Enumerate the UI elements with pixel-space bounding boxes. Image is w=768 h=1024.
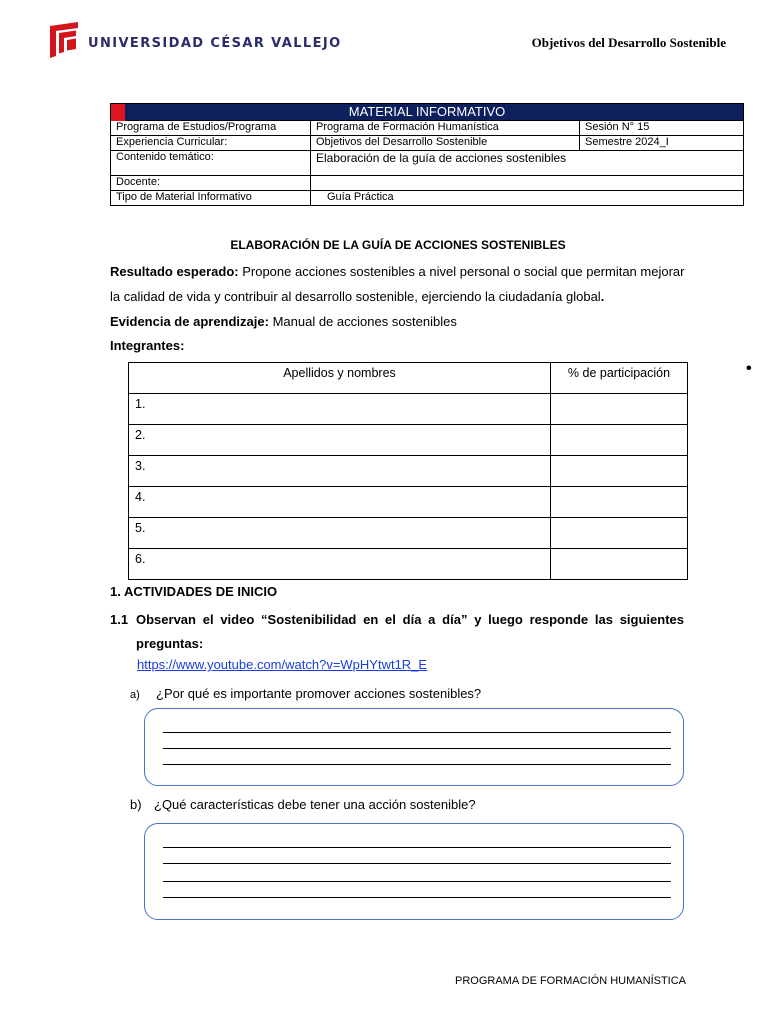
info-value: Objetivos del Desarrollo Sostenible — [311, 136, 580, 151]
members-header-name: Apellidos y nombres — [129, 363, 551, 394]
member-percent-cell[interactable] — [551, 425, 688, 456]
sub-question-b — [130, 797, 476, 812]
member-percent-cell[interactable] — [551, 456, 688, 487]
video-link[interactable]: https://www.youtube.com/watch?v=WpHYtwt1R_E — [137, 657, 428, 672]
red-marker — [111, 104, 125, 121]
page-footer: PROGRAMA DE FORMACIÓN HUMANÍSTICA — [455, 975, 687, 987]
answer-box-a[interactable] — [144, 708, 684, 786]
members-table — [128, 362, 688, 580]
answer-line — [163, 897, 671, 898]
university-logo-icon — [48, 22, 80, 58]
member-name-cell[interactable]: 6. — [129, 549, 551, 580]
resultado-line-2 — [110, 289, 604, 304]
member-percent-cell[interactable] — [551, 394, 688, 425]
members-header-percent: % de participación — [551, 363, 688, 394]
info-value: Guía Práctica — [311, 191, 744, 206]
member-name-cell[interactable]: 3. — [129, 456, 551, 487]
evidencia-text: Manual de acciones sostenibles — [272, 314, 457, 329]
info-value: Programa de Formación Humanística — [311, 121, 580, 136]
resultado-text: Propone acciones sostenibles a nivel personal o social que permitan mejorar — [242, 264, 685, 279]
question-number: 1.1 — [110, 612, 129, 627]
member-percent-cell[interactable] — [551, 549, 688, 580]
answer-box-b[interactable] — [144, 823, 684, 920]
answer-line — [163, 764, 671, 765]
question-text: Observan el video “Sostenibilidad en el día a día” y luego responde las siguientes — [136, 612, 684, 627]
resultado-line — [110, 264, 684, 279]
info-label: Experiencia Curricular: — [111, 136, 311, 151]
answer-line — [163, 748, 671, 749]
page-header — [48, 22, 728, 62]
info-label: Contenido temático: — [111, 151, 311, 176]
info-table-title: MATERIAL INFORMATIVO — [111, 104, 744, 121]
section-title: 1. ACTIVIDADES DE INICIO — [110, 584, 278, 599]
resultado-label: Resultado esperado: — [110, 264, 239, 279]
member-percent-cell[interactable] — [551, 518, 688, 549]
sub-question-letter: b) — [130, 797, 142, 812]
evidencia-line — [110, 314, 457, 329]
info-value: Elaboración de la guía de acciones sostenibles — [311, 151, 744, 176]
member-name-cell[interactable]: 2. — [129, 425, 551, 456]
info-extra: Semestre 2024_I — [580, 136, 744, 151]
answer-line — [163, 732, 671, 733]
sub-question-letter: a) — [130, 689, 140, 701]
info-label: Programa de Estudios/Programa — [111, 121, 311, 136]
header-title: Objetivos del Desarrollo Sostenible — [531, 35, 726, 50]
resultado-end: . — [600, 289, 605, 304]
sub-question-text: ¿Qué características debe tener una acción sostenible? — [154, 797, 476, 812]
answer-line — [163, 881, 671, 882]
info-table — [110, 103, 744, 206]
info-value — [311, 176, 744, 191]
integrantes-label: Integrantes: — [110, 338, 185, 353]
answer-line — [163, 847, 671, 848]
sub-question-a — [130, 686, 481, 701]
member-name-cell[interactable]: 4. — [129, 487, 551, 518]
info-label: Tipo de Material Informativo — [111, 191, 311, 206]
member-percent-cell[interactable] — [551, 487, 688, 518]
question-line-1 — [110, 608, 684, 632]
sub-question-text: ¿Por qué es importante promover acciones sostenibles? — [156, 686, 482, 701]
member-name-cell[interactable]: 1. — [129, 394, 551, 425]
info-extra: Sesión N° 15 — [580, 121, 744, 136]
doc-title: ELABORACIÓN DE LA GUÍA DE ACCIONES SOSTENIBLES — [230, 238, 566, 252]
answer-line — [163, 863, 671, 864]
university-name: UNIVERSIDAD CÉSAR VALLEJO — [88, 36, 342, 51]
member-name-cell[interactable]: 5. — [129, 518, 551, 549]
question-1-1 — [110, 608, 684, 656]
question-line-2: preguntas: — [136, 636, 204, 651]
info-label: Docente: — [111, 176, 311, 191]
side-bullet: • — [746, 360, 752, 377]
evidencia-label: Evidencia de aprendizaje: — [110, 314, 269, 329]
resultado-text-2: la calidad de vida y contribuir al desarrollo sostenible, ejerciendo la ciudadanía global — [110, 289, 601, 304]
